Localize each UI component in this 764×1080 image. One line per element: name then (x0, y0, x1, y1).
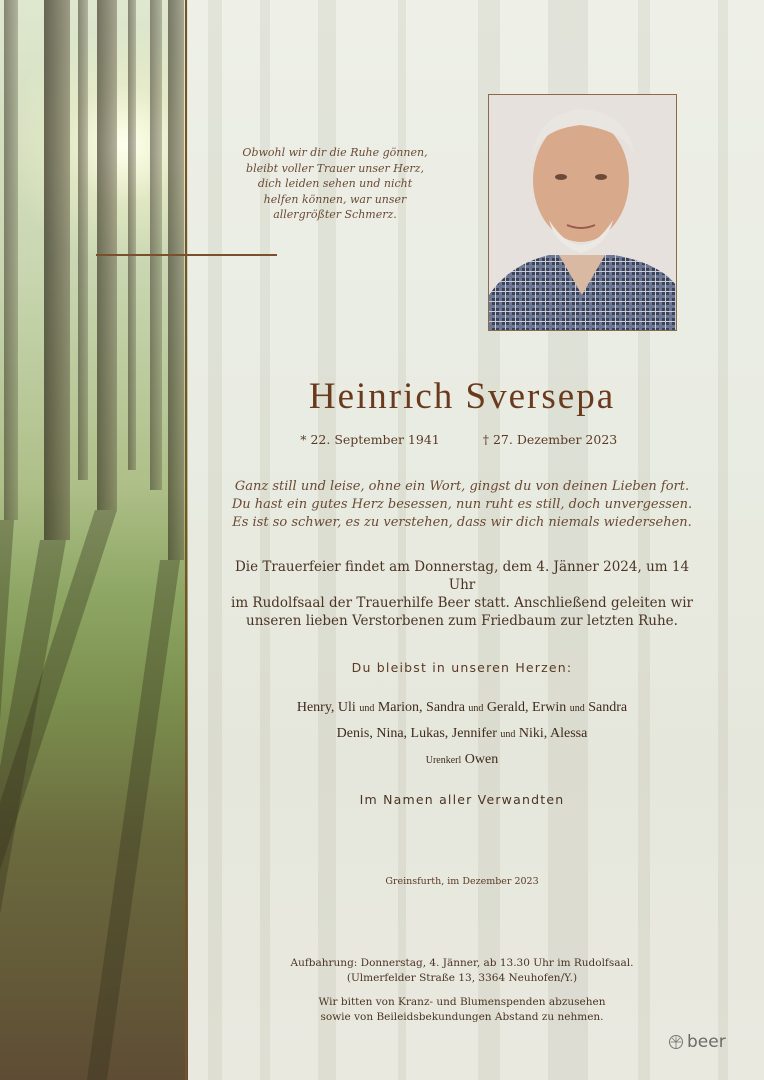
place-date: Greinsfurth, im Dezember 2023 (385, 876, 539, 887)
family-line-2: Denis, Nina, Lukas, Jennifer und Niki, Alessa (336, 726, 588, 741)
portrait-illustration (489, 95, 676, 330)
family-line-1: Henry, Uli und Marion, Sandra und Gerald, Erwin und Sandra (296, 700, 628, 715)
cross-horizontal-line (96, 254, 277, 256)
cross-vertical-line (185, 0, 187, 1080)
verse-main: Ganz still und leise, ohne ein Wort, gingst du von deinen Lieben fort. Du hast ein gutes Herz besessen, nun ruht es still, doch unvergessen. Es ist so schwer, es zu verstehen, dass wir dich niemals wiedersehen. (231, 479, 693, 530)
verse-top: Obwohl wir dir die Ruhe gönnen, bleibt voller Trauer unser Herz, dich leiden sehen und nicht helfen können, war unser allergrößter Schmerz. (242, 146, 428, 221)
names-all-relatives: Im Namen aller Verwandten (359, 792, 565, 807)
beer-logo (668, 1030, 738, 1054)
forest-background (0, 0, 188, 1080)
donation-note: Wir bitten von Kranz- und Blumenspenden abzusehen sowie von Beileidsbekundungen Abstand zu nehmen. (318, 996, 606, 1023)
portrait-photo (488, 94, 677, 331)
ceremony-info: Die Trauerfeier findet am Donnerstag, dem 4. Jänner 2024, um 14 Uhr im Rudolfsaal der Trauerhilfe Beer statt. Anschließend geleiten wir unseren lieben Verstorbenen zum Friedbaum zur letzten Ruhe. (231, 559, 693, 629)
deceased-name: Heinrich Sversepa (308, 376, 616, 417)
birth-date: * 22. September 1941 (300, 432, 440, 447)
remain-heading: Du bleibst in unseren Herzen: (351, 660, 573, 675)
family-line-3: Urenkerl Owen (425, 752, 499, 767)
dandelion-icon (668, 1034, 684, 1050)
death-date: † 27. Dezember 2023 (482, 432, 618, 447)
aufbahrung-info: Aufbahrung: Donnerstag, 4. Jänner, ab 13.30 Uhr im Rudolfsaal. (Ulmerfelder Straße 13, 3364 Neuhofen/Y.) (290, 957, 634, 984)
logo-text: beer (687, 1032, 726, 1052)
